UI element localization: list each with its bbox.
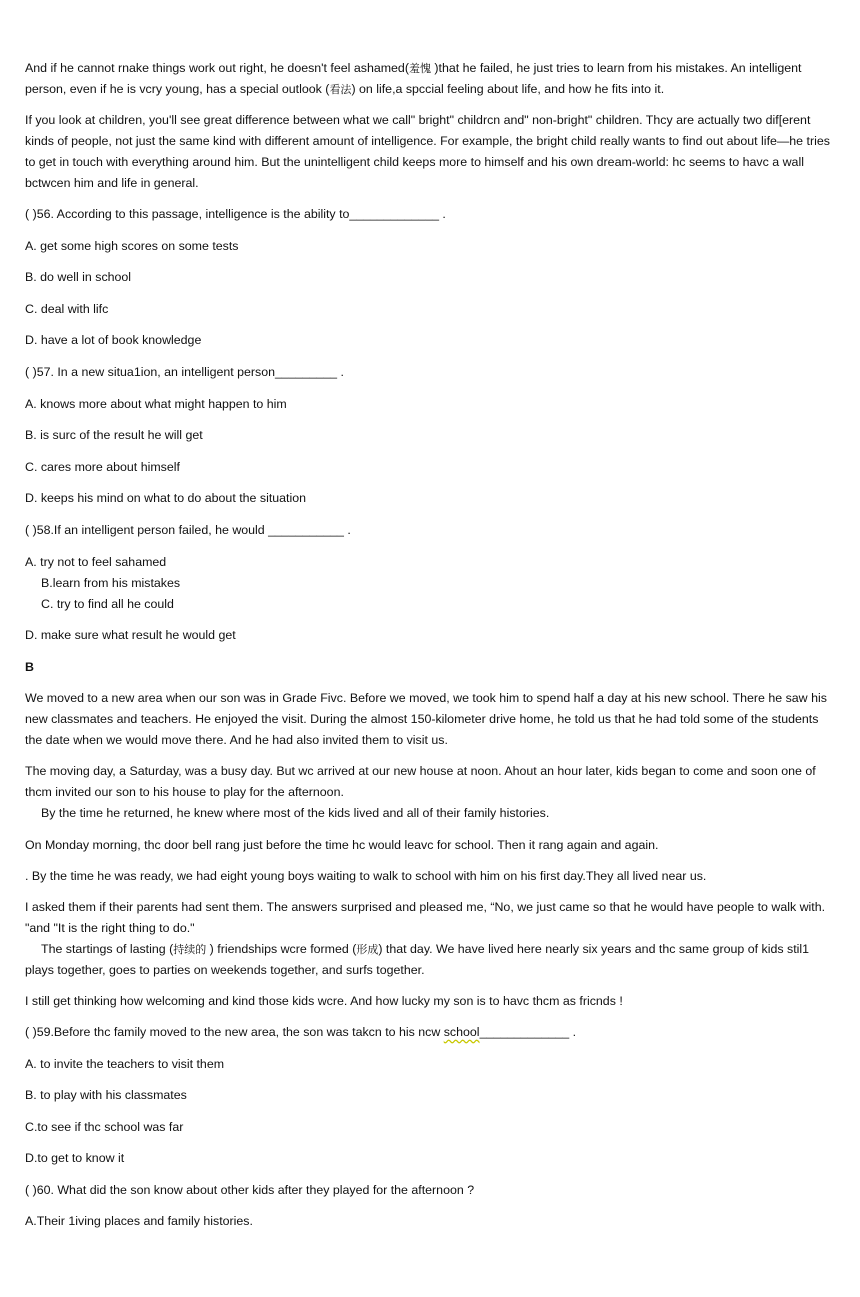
passage-b-paragraph-2b: By the time he returned, he knew where most of the kids lived and all of their family histories. — [41, 806, 550, 821]
question-56-stem: ( )56. According to this passage, intelligence is the ability to_____________ . — [25, 207, 446, 221]
question-58-option-d: D. make sure what result he would get — [25, 628, 236, 643]
question-60-stem: ( )60. What did the son know about other kids after they played for the afternoon ? — [25, 1182, 475, 1197]
passage-b-paragraph-5: I asked them if their parents had sent them. The answers surprised and pleased me, “No, we just came so that he would have people to walk with. "and "It is the right thing to do." — [25, 899, 826, 935]
passage-b-paragraph-6: The startings of lasting (持续的 ) friendships wcre formed (形成) that day. We have lived here nearly six years and thc same group of kids stil1 plays together, goes to parties on weekends together, and surfs together. — [25, 941, 810, 977]
question-59-option-d: D.to get to know it — [25, 1151, 125, 1166]
question-57-option-d: D. keeps his mind on what to do about the situation — [25, 491, 307, 506]
question-59-option-a: A. to invite the teachers to visit them — [25, 1056, 225, 1071]
question-56-option-d: D. have a lot of book knowledge — [25, 333, 202, 348]
question-58-option-a: A. try not to feel sahamed — [25, 554, 167, 569]
question-59-option-c: C.to see if thc school was far — [25, 1119, 184, 1134]
question-59-option-b: B. to play with his classmates — [25, 1088, 187, 1103]
question-57-option-b: B. is surc of the result he will get — [25, 428, 203, 443]
question-56-option-b: B. do well in school — [25, 270, 132, 285]
question-58-stem: ( )58.If an intelligent person failed, he would ___________ . — [25, 522, 351, 537]
passage-b-paragraph-7: I still get thinking how welcoming and kind those kids wcre. And how lucky my son is to havc thcm as fricnds ! — [25, 993, 623, 1008]
question-56-option-c: C. deal with lifc — [25, 301, 109, 316]
question-58-option-c: C. try to find all he could — [41, 596, 174, 611]
question-57-option-c: C. cares more about himself — [25, 459, 180, 474]
document-page — [25, 58, 830, 1232]
passage-b-paragraph-4: . By the time he was ready, we had eight young boys waiting to walk to school with him on his first day.They all lived near us. — [25, 868, 707, 883]
section-b-heading: B — [25, 659, 34, 674]
passage-a-paragraph-1: And if he cannot rnake things work out right, he doesn't feel ashamed(羞愧 )that he failed, he just tries to learn from his mistakes. An intelligent person, even if he is vcry young, has a special outlook (看法) on life,a spccial feeling about life, and how he fits into it. — [25, 61, 802, 96]
question-59-stem: ( )59.Before thc family moved to the new area, the son was takcn to his ncw school_____________ . — [25, 1024, 577, 1039]
question-60-option-a: A.Their 1iving places and family histories. — [25, 1214, 253, 1229]
passage-b-paragraph-3: On Monday morning, thc door bell rang just before the time hc would leavc for school. Then it rang again and again. — [25, 837, 659, 852]
passage-b-paragraph-1: We moved to a new area when our son was in Grade Fivc. Before we moved, we took him to spend half a day at his new school. There he saw his new classmates and teachers. He enjoyed the visit. During the almost 150-kilometer drive home, he told us that he had told some of the students the date when we would move there. And he had also invited them to visit us. — [25, 691, 827, 748]
question-57-stem: ( )57. In a new situa1ion, an intelligent person_________ . — [25, 364, 344, 379]
question-57-option-a: A. knows more about what might happen to him — [25, 396, 287, 411]
question-58-option-b: B.learn from his mistakes — [41, 575, 181, 590]
question-56-option-a: A. get some high scores on some tests — [25, 238, 239, 253]
passage-a-paragraph-2: If you look at children, you'll see great difference between what we call" bright" childrcn and" non-bright" children. Thcy are actually two dif[erent kinds of people, not just the same kind with different amount of intelligence. For example, the bright child really wants to find out about life—he tries to get in touch with everything around him. But the unintelligent child keeps more to himself and his own dream-world: hc seems to havc a wall bctwcen him and life in general. — [25, 113, 830, 190]
passage-b-paragraph-2: The moving day, a Saturday, was a busy day. But wc arrived at our new house at noon. Ahout an hour later, kids began to come and soon one of thcm invited our son to his house to play for the afternoon. — [25, 764, 816, 800]
